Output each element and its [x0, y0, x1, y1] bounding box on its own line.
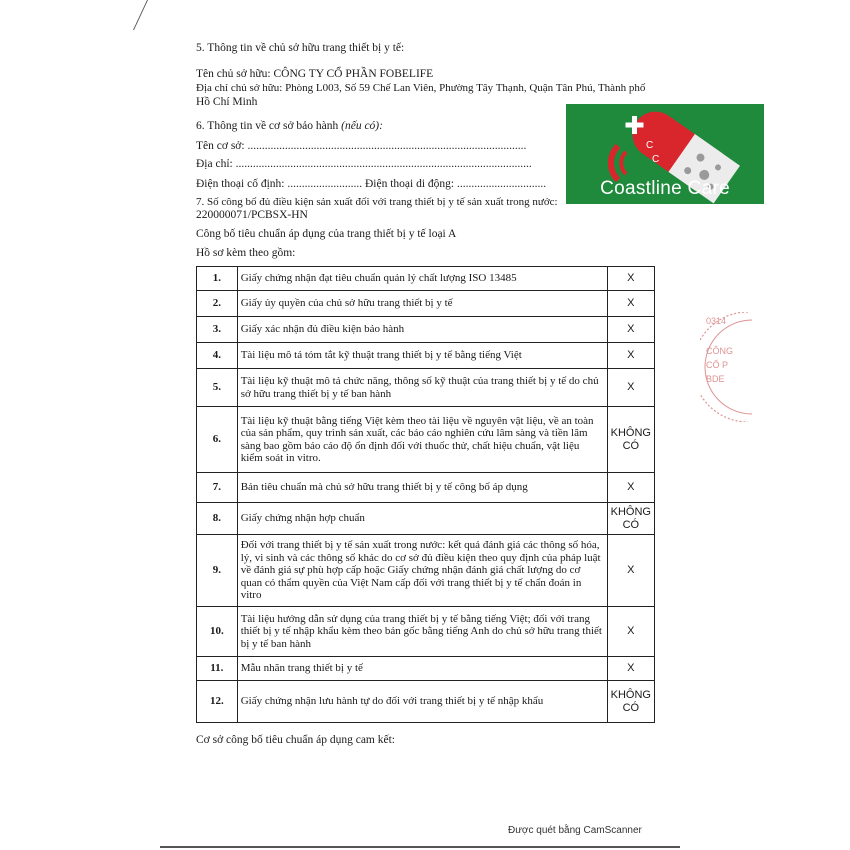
owner-name: Tên chủ sở hữu: CÔNG TY CỔ PHẦN FOBELIFE: [196, 68, 434, 80]
row-status: X: [607, 343, 654, 369]
row-status: KHÔNG CÓ: [607, 681, 654, 723]
section7-number: 220000071/PCBSX-HN: [196, 209, 308, 221]
stamp-ring-icon: [700, 312, 760, 422]
table-row: [197, 535, 655, 607]
row-description: Tài liệu kỹ thuật bằng tiếng Việt kèm theo tài liệu về nguyên vật liệu, về an toàn của sản phẩm, quy trình sản xuất, các báo cáo nghiên cứu lâm sàng và tiền lâm sàng bao gồm báo cáo độ ổn định đối với thuốc thử, chất hiệu chuẩn, vật liệu kiểm soát in vitro.: [237, 407, 607, 473]
row-status: X: [607, 473, 654, 503]
attachments-line: Hồ sơ kèm theo gồm:: [196, 247, 296, 259]
row-description: Giấy chứng nhận đạt tiêu chuẩn quản lý chất lượng ISO 13485: [237, 267, 607, 291]
section5-heading: 5. Thông tin về chủ sở hữu trang thiết bị y tế:: [196, 42, 405, 54]
row-number: 4.: [197, 343, 238, 369]
row-description: Tài liệu mô tả tóm tắt kỹ thuật trang thiết bị y tế bằng tiếng Việt: [237, 343, 607, 369]
row-number: 7.: [197, 473, 238, 503]
row-number: 10.: [197, 607, 238, 657]
row-status: X: [607, 607, 654, 657]
row-status: X: [607, 317, 654, 343]
warranty-phone: Điện thoại cố định: .......................... Điện thoại di động: ...............................: [196, 178, 547, 190]
row-number: 8.: [197, 503, 238, 535]
row-number: 1.: [197, 267, 238, 291]
section6-heading-text: 6. Thông tin về cơ sở bảo hành: [196, 120, 339, 132]
warranty-facility-name: Tên cơ sở: .................................................................................................: [196, 140, 527, 152]
row-description: Đối với trang thiết bị y tế sản xuất trong nước: kết quả đánh giá các thông số hóa, lý, vi sinh và các thông số khác do cơ sở đủ điều kiện theo quy định của pháp luật về đánh giá sự phù hợp cấp hoặc Giấy chứng nhận đánh giá chất lượng do cơ quan có thẩm quyền của Việt Nam cấp đối với trang thiết bị y tế chẩn đoán in vitro: [237, 535, 607, 607]
row-number: 3.: [197, 317, 238, 343]
stamp-line4: BDE: [706, 374, 725, 384]
row-number: 6.: [197, 407, 238, 473]
row-status: X: [607, 267, 654, 291]
table-row: [197, 291, 655, 317]
standard-line: Công bố tiêu chuẩn áp dụng của trang thiết bị y tế loại A: [196, 228, 457, 240]
commitment-line: Cơ sở công bố tiêu chuẩn áp dụng cam kết:: [196, 734, 395, 746]
warranty-address: Địa chỉ: .......................................................................................................: [196, 158, 532, 170]
row-status: X: [607, 657, 654, 681]
row-number: 11.: [197, 657, 238, 681]
stamp-remnant: [700, 312, 760, 422]
table-row: [197, 503, 655, 535]
row-number: 2.: [197, 291, 238, 317]
row-description: Giấy ủy quyền của chủ sở hữu trang thiết bị y tế: [237, 291, 607, 317]
row-description: Mẫu nhãn trang thiết bị y tế: [237, 657, 607, 681]
attachments-table: [196, 266, 655, 723]
stamp-line1: 0314: [706, 316, 727, 326]
row-status: KHÔNG CÓ: [607, 503, 654, 535]
table-row: [197, 343, 655, 369]
row-description: Giấy chứng nhận hợp chuẩn: [237, 503, 607, 535]
owner-address-line2: Hồ Chí Minh: [196, 96, 258, 108]
row-description: Tài liệu kỹ thuật mô tả chức năng, thông số kỹ thuật của trang thiết bị y tế do chủ sở hữu trang thiết bị y tế ban hành: [237, 369, 607, 407]
section7-heading: 7. Số công bố đủ điều kiện sản xuất đối với trang thiết bị y tế sản xuất trong nước:: [196, 196, 558, 208]
section6-heading: [196, 119, 383, 133]
svg-text:C: C: [646, 140, 654, 151]
stamp-line3: CỔ P: [706, 360, 729, 370]
table-row: [197, 681, 655, 723]
coastline-care-logo: [566, 104, 764, 204]
stamp-line2: CÔNG: [706, 346, 733, 356]
table-row: [197, 369, 655, 407]
row-description: Tài liệu hướng dẫn sử dụng của trang thiết bị y tế bằng tiếng Việt; đối với trang thiết bị y tế nhập khẩu kèm theo bản gốc bằng tiếng Anh do chủ sở hữu trang thiết bị y tế ban hành: [237, 607, 607, 657]
row-description: Bản tiêu chuẩn mà chủ sở hữu trang thiết bị y tế công bố áp dụng: [237, 473, 607, 503]
table-row: [197, 267, 655, 291]
row-number: 5.: [197, 369, 238, 407]
scan-edge-line: [133, 0, 164, 30]
row-status: X: [607, 535, 654, 607]
table-row: [197, 657, 655, 681]
table-row: [197, 317, 655, 343]
row-status: X: [607, 369, 654, 407]
table-row: [197, 607, 655, 657]
bottom-scan-line: [160, 846, 680, 848]
camscanner-note: Được quét bằng CamScanner: [508, 825, 642, 836]
table-row: [197, 407, 655, 473]
table-row: [197, 473, 655, 503]
row-description: Giấy chứng nhận lưu hành tự do đối với trang thiết bị y tế nhập khẩu: [237, 681, 607, 723]
logo-text: Coastline Care: [600, 178, 730, 199]
section6-heading-note: (nếu có):: [341, 120, 383, 132]
row-number: 12.: [197, 681, 238, 723]
owner-address-line1: Địa chỉ chủ sở hữu: Phòng L003, Số 59 Chế Lan Viên, Phường Tây Thạnh, Quận Tân Phú, Thành phố: [196, 82, 646, 94]
row-status: KHÔNG CÓ: [607, 407, 654, 473]
row-number: 9.: [197, 535, 238, 607]
row-status: X: [607, 291, 654, 317]
row-description: Giấy xác nhận đủ điều kiện bảo hành: [237, 317, 607, 343]
svg-text:C: C: [652, 154, 660, 165]
